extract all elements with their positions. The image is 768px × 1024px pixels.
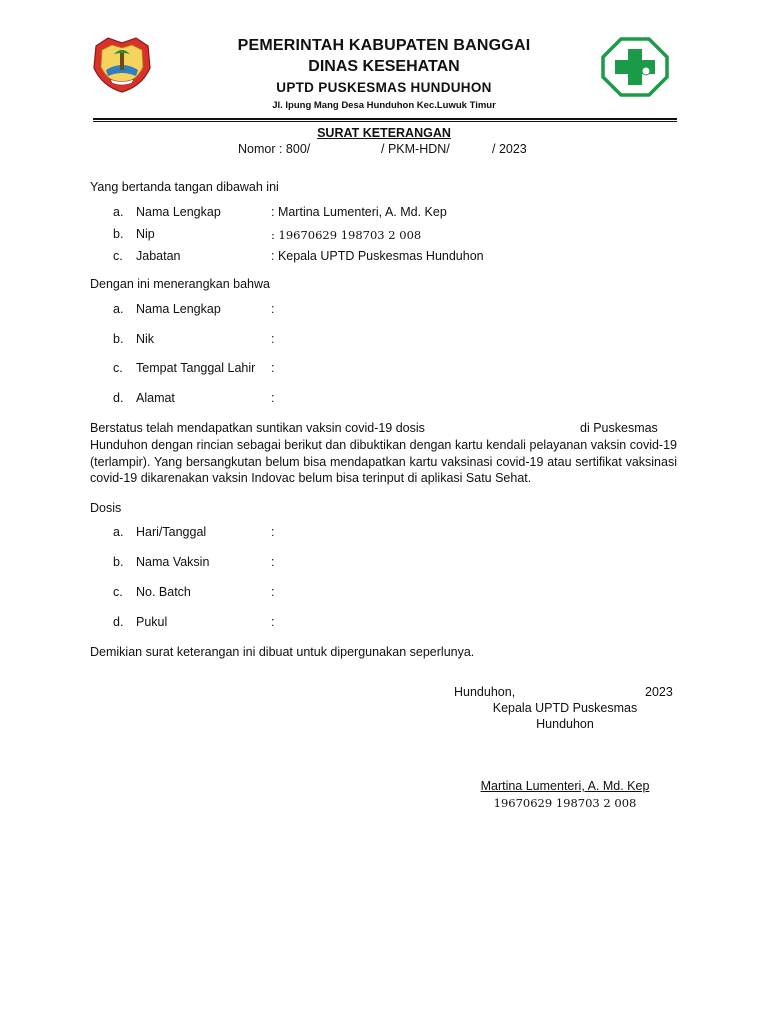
signature-place: Hunduhon, [454, 685, 516, 699]
header-rule-thin [93, 121, 677, 122]
subject-mark: b. [113, 332, 124, 346]
dose-value: : [271, 525, 275, 539]
signer-value: : 19670629 198703 2 008 [271, 228, 422, 242]
subject-value: : [271, 302, 275, 316]
body-first-end: di Puskesmas [580, 421, 658, 435]
header-agency: DINAS KESEHATAN [308, 58, 460, 75]
nomor-mid: / PKM-HDN/ [381, 142, 450, 156]
document-title: SURAT KETERANGAN [317, 126, 451, 140]
signature-nip: 19670629 198703 2 008 [493, 796, 637, 810]
subject-mark: a. [113, 302, 124, 316]
subject-mark: d. [113, 391, 124, 405]
dose-label: Hari/Tanggal [136, 525, 207, 539]
closing-text: Demikian surat keterangan ini dibuat untuk dipergunakan seperlunya. [90, 645, 475, 659]
dose-mark: b. [113, 555, 124, 569]
nomor-year: / 2023 [492, 142, 527, 156]
header-government: PEMERINTAH KABUPATEN BANGGAI [237, 37, 531, 54]
dose-mark: c. [113, 585, 123, 599]
dosis-label: Dosis [90, 501, 122, 515]
dose-mark: d. [113, 615, 124, 629]
signer-label: Nip [136, 227, 155, 241]
subject-label: Alamat [136, 391, 175, 405]
signer-label: Nama Lengkap [136, 205, 221, 219]
intro-text: Yang bertanda tangan dibawah ini [90, 180, 279, 194]
subject-mark: c. [113, 361, 123, 375]
header-unit: UPTD PUSKESMAS HUNDUHON [276, 80, 492, 95]
header-rule-thick [93, 118, 677, 120]
subject-label: Nik [136, 332, 155, 346]
signature-position-line1: Kepala UPTD Puskesmas [492, 701, 638, 715]
dose-label: No. Batch [136, 585, 191, 599]
body-first-part: Berstatus telah mendapatkan suntikan vaksin covid-19 dosis [90, 421, 425, 435]
nomor-prefix: Nomor : 800/ [238, 142, 311, 156]
dose-mark: a. [113, 525, 124, 539]
signer-mark: a. [113, 205, 124, 219]
subject-label: Tempat Tanggal Lahir [136, 361, 256, 375]
signature-year: 2023 [645, 685, 673, 699]
signer-label: Jabatan [136, 249, 181, 263]
subject-value: : [271, 332, 275, 346]
banggai-regency-emblem-icon [90, 34, 154, 94]
header-address: Jl. Ipung Mang Desa Hunduhon Kec.Luwuk Timur [272, 100, 496, 111]
subject-value: : [271, 361, 275, 375]
signature-name: Martina Lumenteri, A. Md. Kep [480, 779, 650, 793]
dose-label: Nama Vaksin [136, 555, 210, 569]
subject-label: Nama Lengkap [136, 302, 221, 316]
signature-position-line2: Hunduhon [536, 717, 594, 731]
dose-label: Pukul [136, 615, 168, 629]
subject-value: : [271, 391, 275, 405]
signer-mark: b. [113, 227, 124, 241]
statement-text: Dengan ini menerangkan bahwa [90, 277, 270, 291]
dose-value: : [271, 615, 275, 629]
dose-value: : [271, 585, 275, 599]
signer-mark: c. [113, 249, 123, 263]
signer-value: : Martina Lumenteri, A. Md. Kep [271, 205, 447, 219]
dose-value: : [271, 555, 275, 569]
signer-value: : Kepala UPTD Puskesmas Hunduhon [271, 249, 484, 263]
body-paragraph: Hunduhon dengan rincian sebagai berikut dan dibuktikan dengan kartu kendali pelayanan vaksin covid-19 (terlampir). Yang bersangkutan belum bisa mendapatkan kartu vaksinasi covid-19 atau sertifikat vaksinasi covid-19 dikarenakan vaksin Indovac belum bisa terinput di aplikasi Satu Sehat. [90, 438, 677, 485]
